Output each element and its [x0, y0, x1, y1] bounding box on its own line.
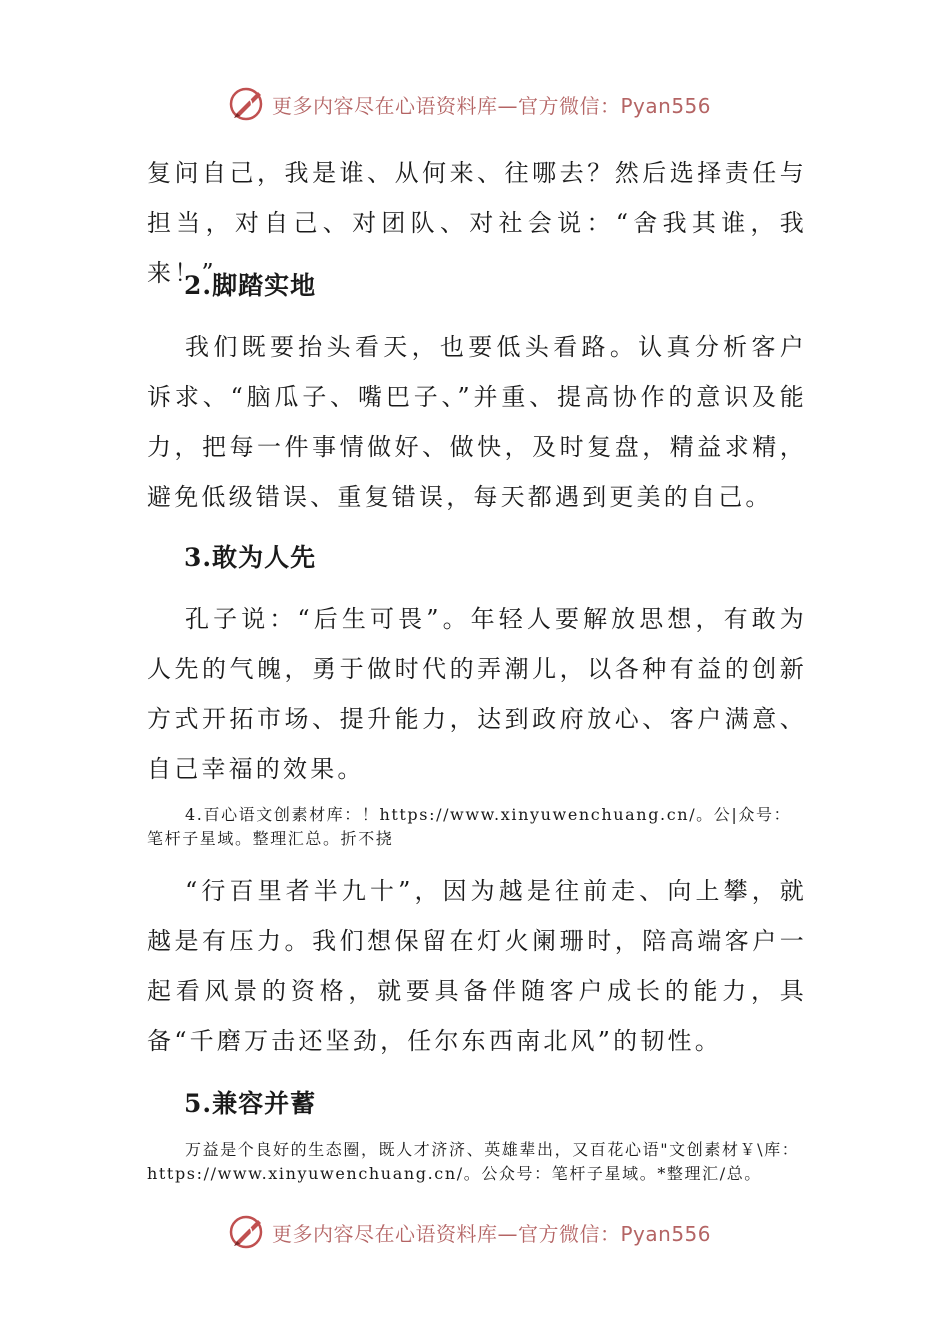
footer-banner [228, 1212, 711, 1252]
heading-5: 5.兼容并蓄 [184, 1089, 317, 1118]
paragraph-3: 孔子说：“后生可畏”。年轻人要解放思想，有敢为人先的气魄，勇于做时代的弄潮儿，以各种有益的创新方式开拓市场、提升能力，达到政府放心、客户满意、自己幸福的效果。 [147, 605, 807, 783]
paragraph-4: “行百里者半九十”，因为越是往前走、向上攀，就越是有压力。我们想保留在灯火阑珊时，陪高端客户一起看风景的资格，就要具备伴随客户成长的能力，具备“千磨万击还坚劲，任尔东西南北风”的韧性。 [147, 877, 807, 1055]
pen-logo-icon [228, 84, 268, 124]
note-4: 4.百心语文创素材库：！https://www.xinyuwenchuang.cn/。公|众号：笔杆子星域。整理汇总。折不挠 [147, 805, 792, 848]
note-5: 万益是个良好的生态圈，既人才济济、英雄辈出，又百花心语"文创素材￥\库：https://www.xinyuwenchuang.cn/。公众号：笔杆子星域。*整理汇/总。 [147, 1140, 800, 1183]
heading-2: 2.脚踏实地 [184, 271, 317, 300]
banner-text: 更多内容尽在心语资料库—官方微信：Pyan556 [272, 93, 712, 118]
paragraph-2: 我们既要抬头看天，也要低头看路。认真分析客户诉求、“脑瓜子、嘴巴子、”并重、提高协作的意识及能力，把每一件事情做好、做快，及时复盘，精益求精，避免低级错误、重复错误，每天都遇到更美的自己。 [147, 333, 807, 511]
heading-3: 3.敢为人先 [184, 543, 317, 572]
header-banner [228, 84, 711, 124]
pen-logo-icon [228, 1212, 268, 1252]
paragraph-intro: 复问自己，我是谁、从何来、往哪去？然后选择责任与担当，对自己、对团队、对社会说：“舍我其谁，我来！” [147, 159, 807, 287]
banner-text: 更多内容尽在心语资料库—官方微信：Pyan556 [272, 1221, 712, 1246]
